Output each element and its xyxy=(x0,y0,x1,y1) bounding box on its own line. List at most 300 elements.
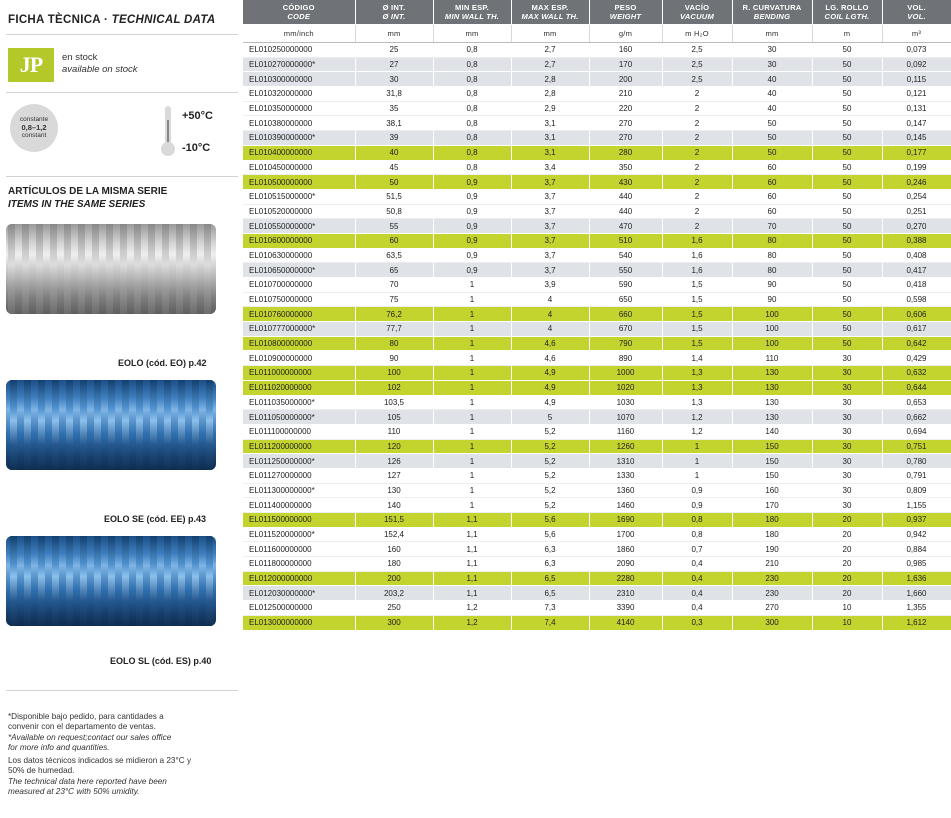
cell-value: 110 xyxy=(355,424,433,439)
cell-value: 2,7 xyxy=(511,57,589,72)
cell-value: 660 xyxy=(589,307,662,322)
cell-value: 4,6 xyxy=(511,351,589,366)
cell-code: EL010777000000* xyxy=(243,322,355,337)
series-item-image-3 xyxy=(6,536,216,626)
cell-value: 7,4 xyxy=(511,615,589,630)
cell-value: 0,4 xyxy=(662,601,732,616)
cell-code: EL010500000000 xyxy=(243,175,355,190)
cell-value: 130 xyxy=(732,410,812,425)
cell-value: 1 xyxy=(433,483,511,498)
cell-value: 1,155 xyxy=(882,498,951,513)
cell-value: 1,636 xyxy=(882,571,951,586)
cell-value: 1 xyxy=(433,424,511,439)
cell-value: 1,6 xyxy=(662,248,732,263)
cell-value: 151,5 xyxy=(355,513,433,528)
cell-value: 0,254 xyxy=(882,189,951,204)
cell-code: EL011400000000 xyxy=(243,498,355,513)
cell-value: 30 xyxy=(812,468,882,483)
table-row[interactable] xyxy=(243,615,951,630)
cell-value: 670 xyxy=(589,322,662,337)
cell-value: 270 xyxy=(589,116,662,131)
footnote-line-3: *Available on request;contact our sales office xyxy=(8,732,172,742)
cell-value: 5,2 xyxy=(511,439,589,454)
cell-value: 2280 xyxy=(589,571,662,586)
footnote-measurement xyxy=(8,756,220,798)
cell-value: 160 xyxy=(589,43,662,58)
cell-value: 0,131 xyxy=(882,101,951,116)
table-row[interactable] xyxy=(243,278,951,293)
cell-value: 80 xyxy=(732,248,812,263)
cell-value: 0,644 xyxy=(882,380,951,395)
cell-value: 2090 xyxy=(589,557,662,572)
cell-value: 0,9 xyxy=(662,498,732,513)
thermometer-icon xyxy=(160,104,176,160)
cell-code: EL012500000000 xyxy=(243,601,355,616)
cell-value: 20 xyxy=(812,542,882,557)
cell-value: 40 xyxy=(732,87,812,102)
divider-3 xyxy=(6,176,238,177)
cell-value: 2 xyxy=(662,131,732,146)
unit-weight: g/m xyxy=(589,25,662,43)
cell-value: 50 xyxy=(812,336,882,351)
table-row[interactable] xyxy=(243,233,951,248)
cell-value: 1 xyxy=(433,395,511,410)
table-row[interactable] xyxy=(243,219,951,234)
cell-value: 50 xyxy=(812,322,882,337)
cell-value: 0,8 xyxy=(433,131,511,146)
col-header-inner-diameter xyxy=(355,0,433,25)
cell-code: EL010320000000 xyxy=(243,87,355,102)
table-row[interactable] xyxy=(243,586,951,601)
cell-value: 7,3 xyxy=(511,601,589,616)
table-row[interactable] xyxy=(243,57,951,72)
col-header-bending xyxy=(732,0,812,25)
cell-value: 220 xyxy=(589,101,662,116)
technical-data-table-wrapper xyxy=(243,0,951,818)
cell-value: 126 xyxy=(355,454,433,469)
cell-value: 30 xyxy=(812,483,882,498)
series-item-image-2 xyxy=(6,380,216,470)
cell-value: 130 xyxy=(355,483,433,498)
cell-value: 10 xyxy=(812,615,882,630)
cell-value: 1,2 xyxy=(662,410,732,425)
table-row[interactable] xyxy=(243,439,951,454)
cell-value: 0,270 xyxy=(882,219,951,234)
footnote-line-5: Los datos técnicos indicados se midieron a 23°C y xyxy=(8,756,192,765)
cell-value: 0,4 xyxy=(662,586,732,601)
cell-value: 4 xyxy=(511,307,589,322)
cell-value: 1,6 xyxy=(662,233,732,248)
cell-value: 2,8 xyxy=(511,72,589,87)
cell-value: 50 xyxy=(812,278,882,293)
cell-value: 890 xyxy=(589,351,662,366)
cell-code: EL013000000000 xyxy=(243,615,355,630)
cell-value: 0,937 xyxy=(882,513,951,528)
cell-value: 590 xyxy=(589,278,662,293)
col-header-code-en: CODE xyxy=(287,12,311,21)
table-row[interactable] xyxy=(243,87,951,102)
cell-value: 20 xyxy=(812,571,882,586)
col-header-min-wall xyxy=(433,0,511,25)
stock-availability xyxy=(62,52,232,76)
cell-value: 200 xyxy=(589,72,662,87)
table-row[interactable] xyxy=(243,72,951,87)
unit-inner-diameter: mm xyxy=(355,25,433,43)
cell-value: 270 xyxy=(589,131,662,146)
cell-value: 160 xyxy=(355,542,433,557)
cell-value: 50 xyxy=(812,248,882,263)
table-row[interactable] xyxy=(243,424,951,439)
cell-code: EL010390000000* xyxy=(243,131,355,146)
cell-value: 40 xyxy=(355,145,433,160)
cell-value: 2,8 xyxy=(511,87,589,102)
unit-bending: mm xyxy=(732,25,812,43)
constant-value: 0,8–1,2 xyxy=(21,123,47,132)
cell-value: 180 xyxy=(732,513,812,528)
cell-value: 3,7 xyxy=(511,219,589,234)
cell-value: 1860 xyxy=(589,542,662,557)
cell-value: 0,8 xyxy=(433,57,511,72)
cell-value: 50 xyxy=(812,189,882,204)
cell-value: 300 xyxy=(732,615,812,630)
cell-value: 3,7 xyxy=(511,204,589,219)
cell-value: 540 xyxy=(589,248,662,263)
col-header-coil-length-es: LG. ROLLO xyxy=(825,3,869,12)
unit-coil-length: m xyxy=(812,25,882,43)
cell-value: 77,7 xyxy=(355,322,433,337)
table-row[interactable] xyxy=(243,498,951,513)
cell-value: 100 xyxy=(732,336,812,351)
cell-value: 0,8 xyxy=(433,145,511,160)
series-item-image-1 xyxy=(6,224,216,314)
cell-value: 0,942 xyxy=(882,527,951,542)
cell-value: 55 xyxy=(355,219,433,234)
cell-value: 1 xyxy=(662,454,732,469)
unit-min-wall: mm xyxy=(433,25,511,43)
col-header-coil-length xyxy=(812,0,882,25)
page-title-es: FICHA TÈCNICA · xyxy=(8,14,109,26)
cell-value: 2,9 xyxy=(511,101,589,116)
cell-code: EL010250000000 xyxy=(243,43,355,58)
cell-value: 1070 xyxy=(589,410,662,425)
cell-code: EL010630000000 xyxy=(243,248,355,263)
cell-value: 50 xyxy=(812,43,882,58)
cell-value: 1,5 xyxy=(662,278,732,293)
cell-value: 60 xyxy=(732,175,812,190)
cell-value: 170 xyxy=(589,57,662,72)
cell-value: 2 xyxy=(662,204,732,219)
cell-value: 20 xyxy=(812,586,882,601)
cell-value: 230 xyxy=(732,571,812,586)
unit-code: mm/inch xyxy=(243,25,355,43)
cell-value: 1,5 xyxy=(662,336,732,351)
cell-value: 0,780 xyxy=(882,454,951,469)
cell-value: 110 xyxy=(732,351,812,366)
table-row[interactable] xyxy=(243,454,951,469)
cell-value: 210 xyxy=(589,87,662,102)
table-row[interactable] xyxy=(243,175,951,190)
cell-value: 6,5 xyxy=(511,586,589,601)
col-header-inner-diameter-en: Ø INT. xyxy=(382,12,406,21)
table-row[interactable] xyxy=(243,116,951,131)
table-row[interactable] xyxy=(243,204,951,219)
col-header-volume xyxy=(882,0,951,25)
table-row[interactable] xyxy=(243,101,951,116)
cell-code: EL010550000000* xyxy=(243,219,355,234)
cell-value: 0,9 xyxy=(662,483,732,498)
cell-value: 0,9 xyxy=(433,204,511,219)
cell-value: 1,660 xyxy=(882,586,951,601)
cell-value: 0,8 xyxy=(433,160,511,175)
table-row[interactable] xyxy=(243,513,951,528)
cell-value: 80 xyxy=(355,336,433,351)
table-row[interactable] xyxy=(243,322,951,337)
table-row[interactable] xyxy=(243,380,951,395)
cell-value: 1330 xyxy=(589,468,662,483)
series-item-caption-2[interactable]: EOLO SE (cód. EE) p.43 xyxy=(104,514,207,524)
cell-value: 0,694 xyxy=(882,424,951,439)
cell-value: 0,9 xyxy=(433,175,511,190)
cell-value: 5,2 xyxy=(511,424,589,439)
cell-code: EL010380000000 xyxy=(243,116,355,131)
cell-value: 50 xyxy=(812,145,882,160)
cell-value: 50 xyxy=(812,219,882,234)
same-series-heading-es: ARTÍCULOS DE LA MISMA SERIE xyxy=(8,186,168,197)
cell-value: 90 xyxy=(355,351,433,366)
cell-value: 1,1 xyxy=(433,527,511,542)
cell-value: 2 xyxy=(662,189,732,204)
cell-value: 50 xyxy=(812,57,882,72)
technical-data-table xyxy=(243,0,951,631)
table-row[interactable] xyxy=(243,248,951,263)
cell-value: 1,3 xyxy=(662,366,732,381)
cell-value: 1 xyxy=(433,307,511,322)
table-row[interactable] xyxy=(243,189,951,204)
cell-value: 27 xyxy=(355,57,433,72)
cell-code: EL011020000000 xyxy=(243,380,355,395)
table-row[interactable] xyxy=(243,542,951,557)
cell-value: 1030 xyxy=(589,395,662,410)
cell-value: 1 xyxy=(433,366,511,381)
cell-value: 0,8 xyxy=(433,43,511,58)
cell-value: 1,4 xyxy=(662,351,732,366)
series-item-caption-1[interactable]: EOLO (cód. EO) p.42 xyxy=(118,358,207,368)
footnote-line-2: convenir con el departamento de ventas. xyxy=(8,722,156,732)
cell-value: 45 xyxy=(355,160,433,175)
table-row[interactable] xyxy=(243,336,951,351)
cell-value: 0,9 xyxy=(433,263,511,278)
footnote-line-6: 50% de humedad. xyxy=(8,766,75,776)
col-header-vacuum xyxy=(662,0,732,25)
cell-value: 6,3 xyxy=(511,542,589,557)
table-body xyxy=(243,43,951,631)
cell-value: 20 xyxy=(812,513,882,528)
col-header-weight xyxy=(589,0,662,25)
cell-value: 60 xyxy=(732,189,812,204)
cell-value: 1,5 xyxy=(662,292,732,307)
cell-value: 1 xyxy=(433,292,511,307)
cell-value: 1000 xyxy=(589,366,662,381)
cell-value: 140 xyxy=(355,498,433,513)
cell-value: 2 xyxy=(662,87,732,102)
cell-value: 90 xyxy=(732,292,812,307)
cell-code: EL011520000000* xyxy=(243,527,355,542)
cell-value: 0,8 xyxy=(433,87,511,102)
table-row[interactable] xyxy=(243,292,951,307)
cell-value: 0,147 xyxy=(882,116,951,131)
cell-value: 0,4 xyxy=(662,571,732,586)
cell-value: 250 xyxy=(355,601,433,616)
table-header-row xyxy=(243,0,951,25)
table-row[interactable] xyxy=(243,410,951,425)
cell-value: 1,2 xyxy=(433,601,511,616)
stock-label-en: available on stock xyxy=(62,64,138,75)
series-item-caption-3[interactable]: EOLO SL (cód. ES) p.40 xyxy=(110,656,212,666)
cell-value: 0,246 xyxy=(882,175,951,190)
cell-value: 1360 xyxy=(589,483,662,498)
cell-code: EL011000000000 xyxy=(243,366,355,381)
cell-value: 2 xyxy=(662,219,732,234)
col-header-coil-length-en: COIL LGTH. xyxy=(824,12,870,21)
cell-value: 0,653 xyxy=(882,395,951,410)
cell-value: 1 xyxy=(662,439,732,454)
cell-value: 31,8 xyxy=(355,87,433,102)
cell-code: EL010300000000 xyxy=(243,72,355,87)
cell-value: 50 xyxy=(812,307,882,322)
cell-value: 30 xyxy=(812,351,882,366)
table-row[interactable] xyxy=(243,263,951,278)
table-row[interactable] xyxy=(243,307,951,322)
cell-value: 50 xyxy=(812,292,882,307)
cell-value: 0,115 xyxy=(882,72,951,87)
table-row[interactable] xyxy=(243,468,951,483)
cell-value: 30 xyxy=(812,454,882,469)
cell-value: 0,408 xyxy=(882,248,951,263)
col-header-max-wall-en: MAX WALL TH. xyxy=(521,12,579,21)
table-row[interactable] xyxy=(243,601,951,616)
cell-value: 39 xyxy=(355,131,433,146)
cell-value: 50 xyxy=(812,160,882,175)
table-row[interactable] xyxy=(243,131,951,146)
cell-value: 102 xyxy=(355,380,433,395)
table-row[interactable] xyxy=(243,160,951,175)
cell-value: 0,417 xyxy=(882,263,951,278)
wall-thickness-badge xyxy=(10,104,58,152)
page-title xyxy=(8,14,236,26)
cell-value: 0,4 xyxy=(662,557,732,572)
cell-value: 60 xyxy=(732,160,812,175)
table-row[interactable] xyxy=(243,557,951,572)
constant-label-es: constante xyxy=(19,116,49,123)
cell-code: EL010700000000 xyxy=(243,278,355,293)
cell-code: EL011500000000 xyxy=(243,513,355,528)
cell-code: EL010600000000 xyxy=(243,233,355,248)
cell-value: 440 xyxy=(589,189,662,204)
cell-value: 210 xyxy=(732,557,812,572)
cell-value: 0,809 xyxy=(882,483,951,498)
cell-value: 1,5 xyxy=(662,307,732,322)
cell-value: 0,617 xyxy=(882,322,951,337)
cell-value: 50 xyxy=(812,175,882,190)
cell-value: 120 xyxy=(355,439,433,454)
cell-code: EL010750000000 xyxy=(243,292,355,307)
footnote-line-1: *Disponible bajo pedido, para cantidades a xyxy=(8,712,164,721)
page-title-en: TECHNICAL DATA xyxy=(111,14,216,26)
cell-value: 150 xyxy=(732,468,812,483)
cell-value: 60 xyxy=(732,204,812,219)
cell-value: 0,8 xyxy=(433,101,511,116)
stock-label-es: en stock xyxy=(62,52,98,63)
cell-value: 190 xyxy=(732,542,812,557)
cell-value: 80 xyxy=(732,233,812,248)
cell-value: 0,121 xyxy=(882,87,951,102)
table-row[interactable] xyxy=(243,366,951,381)
cell-value: 0,9 xyxy=(433,189,511,204)
cell-value: 4,9 xyxy=(511,395,589,410)
cell-value: 3,7 xyxy=(511,189,589,204)
cell-value: 4 xyxy=(511,292,589,307)
unit-vacuum: m H₂O xyxy=(662,25,732,43)
cell-value: 50 xyxy=(812,116,882,131)
table-row[interactable] xyxy=(243,527,951,542)
cell-value: 5,2 xyxy=(511,454,589,469)
cell-value: 40 xyxy=(732,101,812,116)
col-header-volume-es: VOL. xyxy=(907,3,926,12)
table-row[interactable] xyxy=(243,43,951,58)
table-row[interactable] xyxy=(243,395,951,410)
cell-code: EL010520000000 xyxy=(243,204,355,219)
cell-value: 20 xyxy=(812,527,882,542)
cell-value: 30 xyxy=(732,43,812,58)
cell-value: 2 xyxy=(662,101,732,116)
cell-value: 0,251 xyxy=(882,204,951,219)
cell-value: 1 xyxy=(433,278,511,293)
col-header-inner-diameter-es: Ø INT. xyxy=(382,3,406,12)
cell-value: 2,5 xyxy=(662,43,732,58)
table-row[interactable] xyxy=(243,351,951,366)
cell-value: 30 xyxy=(812,439,882,454)
cell-value: 430 xyxy=(589,175,662,190)
cell-value: 3,7 xyxy=(511,175,589,190)
jp-logo xyxy=(8,48,54,82)
cell-value: 3,1 xyxy=(511,131,589,146)
cell-value: 1700 xyxy=(589,527,662,542)
cell-value: 0,092 xyxy=(882,57,951,72)
table-row[interactable] xyxy=(243,483,951,498)
table-row[interactable] xyxy=(243,571,951,586)
cell-value: 30 xyxy=(812,498,882,513)
cell-value: 1460 xyxy=(589,498,662,513)
cell-value: 0,598 xyxy=(882,292,951,307)
cell-value: 350 xyxy=(589,160,662,175)
cell-value: 30 xyxy=(812,424,882,439)
cell-value: 150 xyxy=(732,439,812,454)
cell-value: 0,9 xyxy=(433,233,511,248)
col-header-bending-es: R. CURVATURA xyxy=(742,3,802,12)
cell-value: 30 xyxy=(732,57,812,72)
cell-value: 270 xyxy=(732,601,812,616)
col-header-min-wall-es: MIN ESP. xyxy=(455,3,489,12)
cell-value: 0,985 xyxy=(882,557,951,572)
cell-value: 2 xyxy=(662,175,732,190)
cell-value: 70 xyxy=(732,219,812,234)
cell-value: 200 xyxy=(355,571,433,586)
cell-value: 2 xyxy=(662,116,732,131)
cell-value: 1 xyxy=(433,322,511,337)
left-info-panel xyxy=(0,0,243,818)
cell-code: EL011200000000 xyxy=(243,439,355,454)
table-row[interactable] xyxy=(243,145,951,160)
